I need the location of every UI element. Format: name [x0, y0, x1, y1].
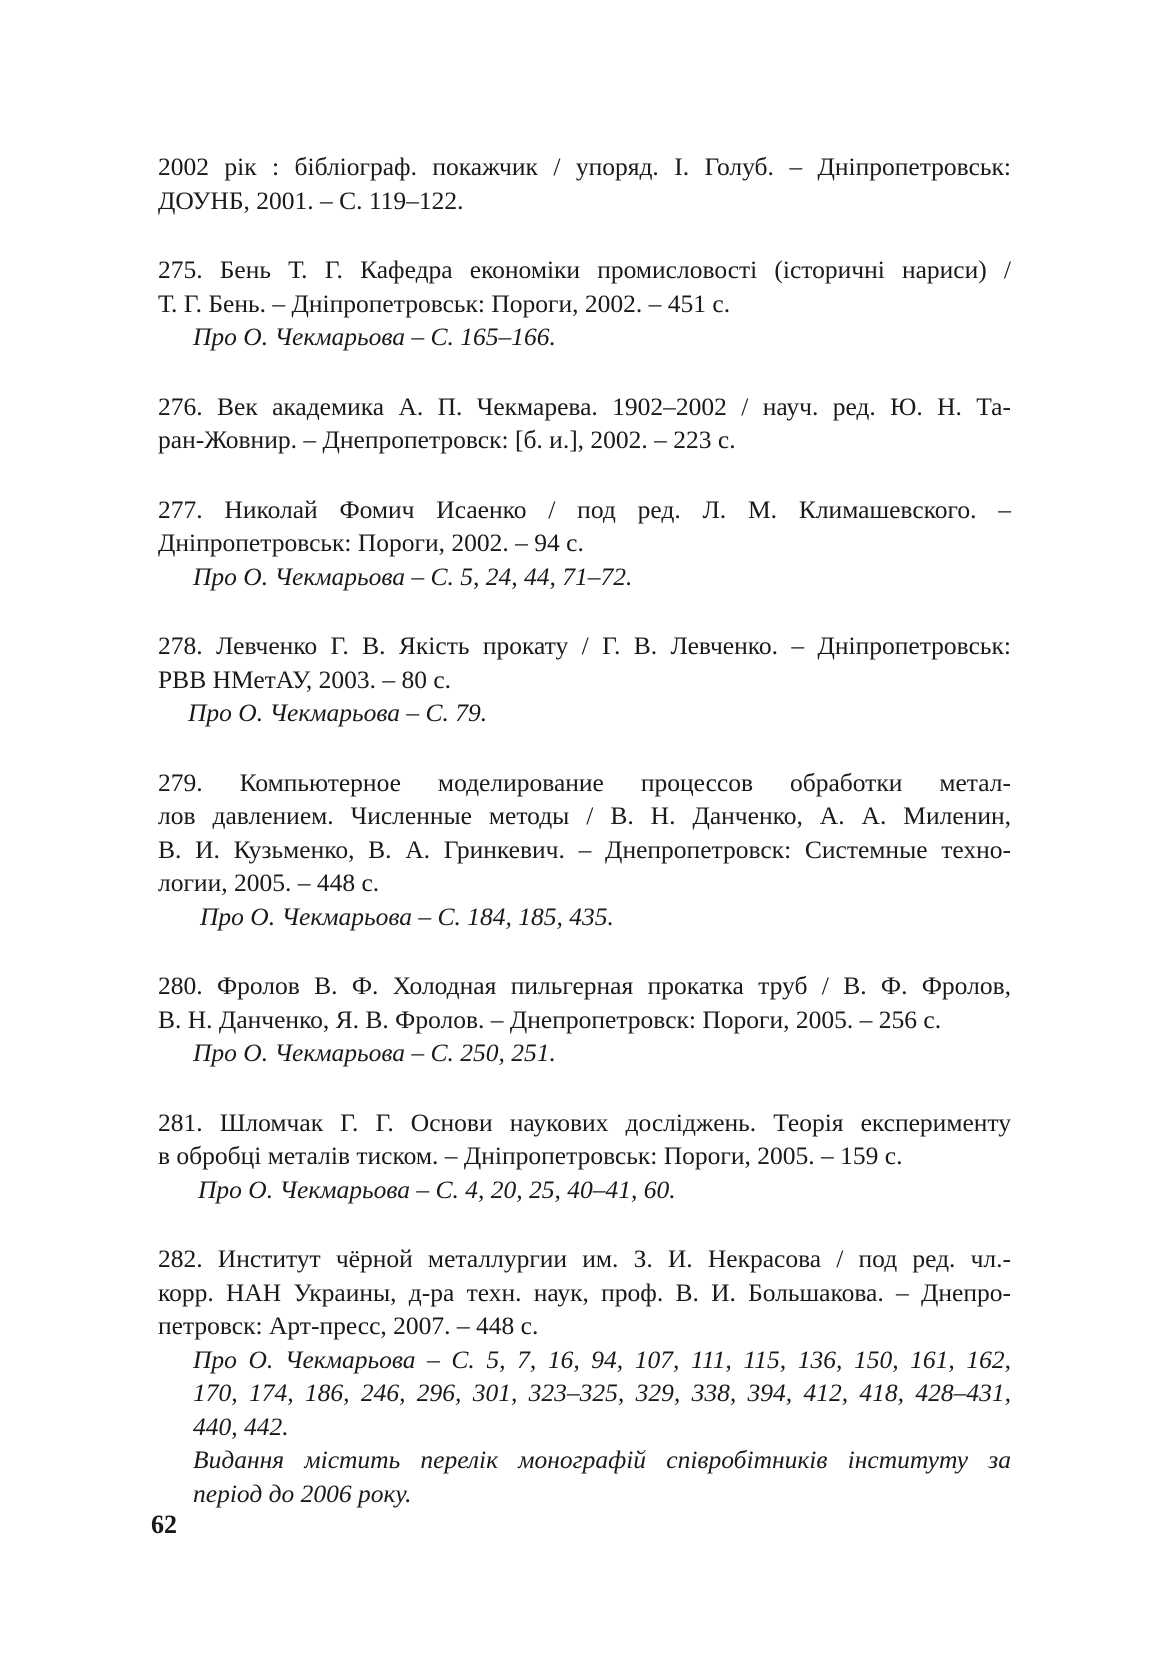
bibliography-entry-276 [158, 390, 1011, 457]
entry-text-line: корр. НАН Украины, д-ра техн. наук, проф. В. И. Большакова. – Днепро- [158, 1277, 1011, 1307]
bibliography-list [158, 150, 1011, 1546]
entry-note: Видання містить перелік монографій співробітників інституту за [193, 1445, 1011, 1474]
entry-text-line: Т. Г. Бень. – Дніпропетровськ: Пороги, 2002. – 451 с. [158, 288, 731, 318]
entry-note: Про О. Чекмарьова – С. 165–166. [193, 322, 556, 351]
entry-text-line: Дніпропетровськ: Пороги, 2002. – 94 с. [158, 528, 584, 557]
bibliography-entry-277 [158, 493, 1011, 594]
bibliography-entry-278 [158, 629, 1011, 730]
entry-text-line: 280. Фролов В. Ф. Холодная пильгерная прокатка труб / В. Ф. Фролов, [158, 971, 1011, 1000]
entry-note: Про О. Чекмарьова – С. 79. [188, 698, 488, 727]
entry-text-line: В. Н. Данченко, Я. В. Фролов. – Днепропетровск: Пороги, 2005. – 256 с. [158, 1004, 942, 1034]
entry-text-line: ран-Жовнир. – Днепропетровск: [б. и.], 2002. – 223 с. [158, 425, 736, 454]
entry-text-line: РВВ НМетАУ, 2003. – 80 с. [158, 664, 452, 694]
bibliography-entry-282 [158, 1242, 1011, 1510]
entry-text-line: 281. Шломчак Г. Г. Основи наукових досліджень. Теорія експерименту [158, 1107, 1011, 1137]
entry-text-line: 279. Компьютерное моделирование процессов обработки метал- [158, 767, 1011, 797]
entry-text-line: В. И. Кузьменко, В. А. Гринкевич. – Днепропетровск: Системные техно- [158, 834, 1011, 864]
bibliography-entry-279 [158, 766, 1011, 934]
entry-text-line: 278. Левченко Г. В. Якість прокату / Г. В. Левченко. – Дніпропетровськ: [158, 631, 1011, 660]
entry-text-line: 276. Век академика А. П. Чекмарева. 1902–2002 / науч. ред. Ю. Н. Та- [158, 391, 1011, 421]
entry-text-line: 275. Бень Т. Г. Кафедра економіки промисловості (історичні нариси) / [158, 255, 1011, 284]
entry-text-line: 282. Институт чёрной металлургии им. З. И. Некрасова / под ред. чл.- [158, 1244, 1011, 1273]
entry-text-line: петровск: Арт-пресс, 2007. – 448 с. [158, 1311, 539, 1340]
entry-text-line: логии, 2005. – 448 с. [158, 868, 380, 897]
entry-note: Про О. Чекмарьова – С. 184, 185, 435. [200, 901, 614, 931]
page-number: 62 [151, 1510, 177, 1539]
entry-text-line: лов давлением. Численные методы / В. Н. Данченко, А. А. Миленин, [158, 801, 1011, 830]
entry-text-line: 277. Николай Фомич Исаенко / под ред. Л. М. Климашевского. – [158, 494, 1011, 524]
bibliography-entry-275 [158, 253, 1011, 354]
entry-note: 170, 174, 186, 246, 296, 301, 323–325, 329, 338, 394, 412, 418, 428–431, [193, 1378, 1011, 1407]
entry-note: Про О. Чекмарьова – С. 4, 20, 25, 40–41, 60. [198, 1174, 676, 1204]
entry-text-line: 2002 рік : бібліограф. покажчик / упоряд. І. Голуб. – Дніпропетровськ: [158, 152, 1011, 181]
entry-text-line: в обробці металів тиском. – Дніпропетровськ: Пороги, 2005. – 159 с. [158, 1141, 903, 1170]
entry-note: період до 2006 року. [193, 1478, 412, 1508]
entry-text-line: ДОУНБ, 2001. – С. 119–122. [158, 185, 464, 215]
bibliography-entry-281 [158, 1106, 1011, 1207]
entry-note: Про О. Чекмарьова – С. 5, 7, 16, 94, 107, 111, 115, 136, 150, 161, 162, [193, 1344, 1011, 1374]
entry-note: 440, 442. [193, 1411, 289, 1441]
entry-note: Про О. Чекмарьова – С. 250, 251. [193, 1038, 556, 1067]
bibliography-entry-280 [158, 969, 1011, 1070]
entry-note: Про О. Чекмарьова – С. 5, 24, 44, 71–72. [193, 561, 633, 591]
bibliography-entry [158, 150, 1011, 217]
